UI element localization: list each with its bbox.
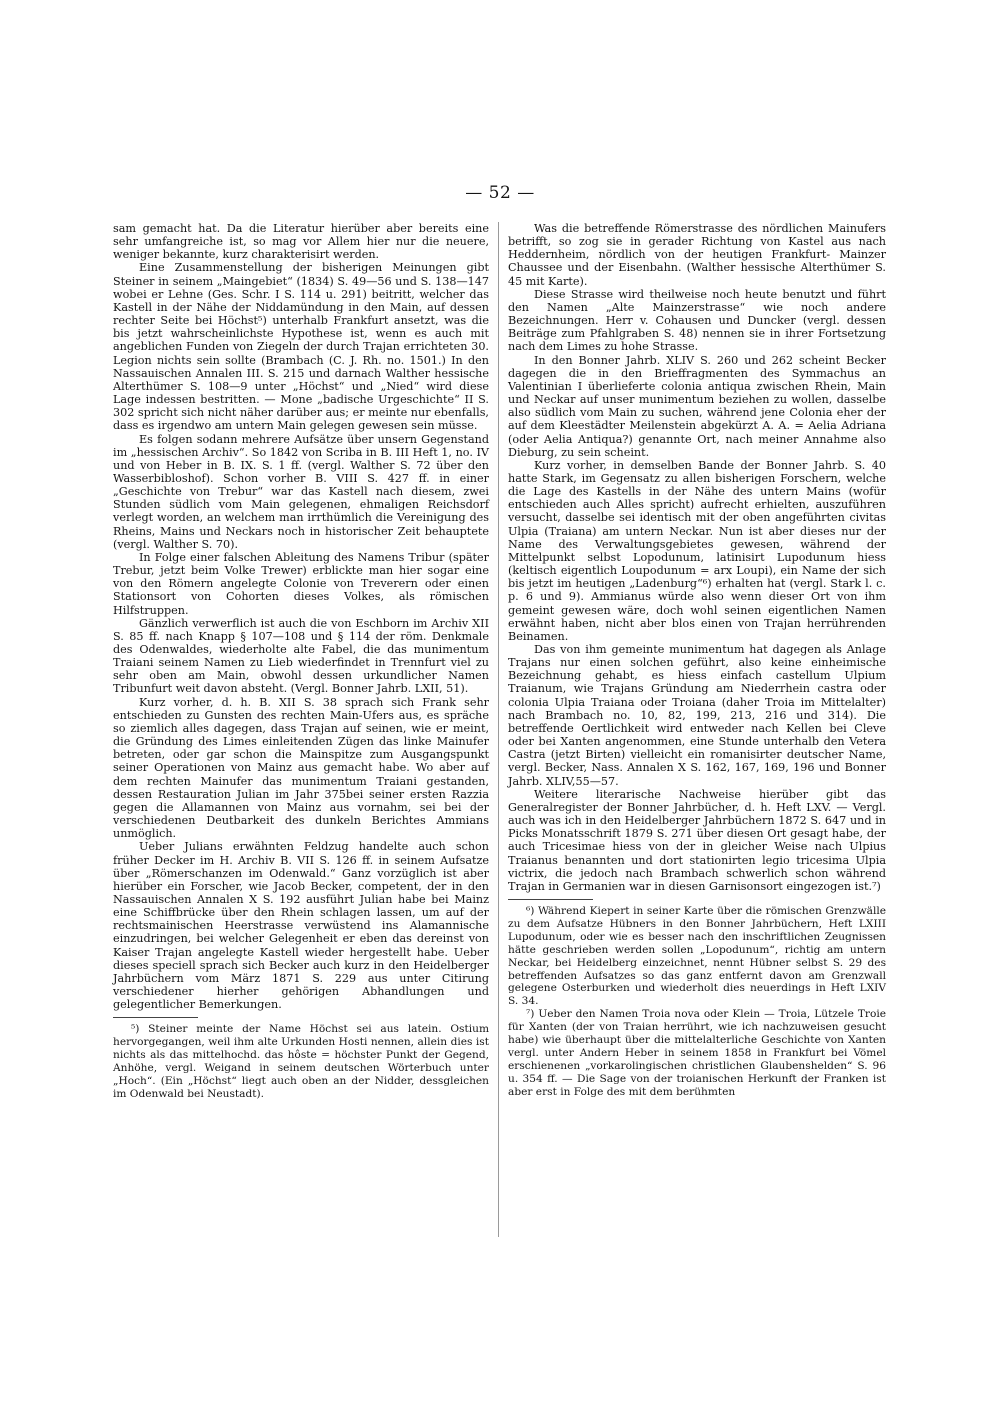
paragraph: Was die betreffende Römerstrasse des nördlichen Mainufers betrifft, so zog sie in gerader Richtung von Kastel aus nach Heddernheim, nördlich von der heutigen Frankfurt- Mainzer Chaussee und der Eisenbahn. (Walther hessische Alterthümer S. 45 mit Karte). [508,222,886,288]
paragraph: Weitere literarische Nachweise hierüber gibt das Generalregister der Bonner Jahrbücher, d. h. Heft LXV. — Vergl. auch was ich in den Heidelberger Jahrbüchern 1872 S. 647 und in Picks Monatsschrift 1879 S. 271 über diesen Ort gesagt habe, der auch Tricesimae hiess von der in gleicher Weise nach Ulpius Traianus benannten und dort stationirten legio tricesima Ulpia victrix, die jedoch nach Brambach schwerlich schon während Trajan in Germanien war in diesen Garnisonsort eingezogen ist.⁷) [508,787,886,893]
column-divider [498,222,499,1237]
footnote: ⁵) Steiner meinte der Name Höchst sei aus latein. Ostium hervorgegangen, weil ihm alte Urkunden Hosti nennen, allein dies ist nichts als das mittelhochd. das hôste = höchster Punkt der Gegend, Anhöhe, vergl. Weigand in seinem deutschen Wörterbuch unter „Hoch“. (Ein „Höchst“ liegt auch oben an der Nidder, dessgleichen im Odenwald bei Neustadt). [113,1023,489,1100]
footnote: ⁶) Während Kiepert in seiner Karte über die römischen Grenzwälle zu dem Aufsatze Hübners in den Bonner Jahrbüchern, Heft LXIII Lupodunum, oder wie es besser nach den inschriftlichen Zeugnissen hätte geschrieben werden sollen „Lopodunum“, richtig am untern Neckar, bei Heidelberg einzeichnet, nennt Hübner selbst S. 29 des betreffenden Aufsatzes so das ganz entfernt davon am Grenzwall gelegene Osterburken und wiederholt dies neuerdings in Heft LXIV S. 34. [508,904,886,1008]
paragraph: Ueber Julians erwähnten Feldzug handelte auch schon früher Decker im H. Archiv B. VII S. 126 ff. in seinem Aufsatze über „Römerschanzen im Odenwald.“ Ganz vorzüglich ist aber hierüber ein Forscher, wie Jacob Becker, competent, der in den Nassauischen Annalen X S. 192 ausführt Julian habe bei Mainz eine Schiffbrücke über den Rhein schlagen lassen, um auf der rechtsmainischen Heerstrasse verwüstend ins Alamannische einzudringen, bei welcher Gelegenheit er eben das dereinst von Kaiser Trajan angelegte Kastell wieder hergestellt habe. Ueber dieses speciell sprach sich Becker auch kurz in den Heidelberger Jahrbüchern vom März 1871 S. 229 aus unter Citirung verschiedener hierher gehörigen Abhandlungen und gelegentlicher Bemerkungen. [113,840,489,1012]
left-column [113,222,489,1101]
page-number: — 52 — [465,183,535,203]
paragraph: Diese Strasse wird theilweise noch heute benutzt und führt den Namen „Alte Mainzerstrasse“ wie noch andere Bezeichnungen. Herr v. Cohausen und Duncker (vergl. dessen Beiträge zum Pfahlgraben S. 48) nennen sie in ihrer Fortsetzung nach dem Limes zu hohe Strasse. [508,287,886,354]
paragraph: Kurz vorher, in demselben Bande der Bonner Jahrb. S. 40 hatte Stark, im Gegensatz zu allen bisherigen Forschern, welche die Lage des Kastells in der Nähe des untern Mains (wofür entschieden auch Alles spricht) aufrecht erhielten, auszuführen versucht, dasselbe sei identisch mit der oben angeführten civitas Ulpia (Traiana) am untern Neckar. Nun ist aber dieses nur der Name des Verwaltungsgebietes gewesen, während der Mittelpunkt selbst Lopodunum, latinisirt Lupodunum hiess (keltisch eigentlich Loupodunum = arx Loupi), ein Name der sich bis jetzt im heutigen „Ladenburg“⁶) erhalten hat (vergl. Stark l. c. p. 6 und 9). Ammianus würde also wenn dieser Ort von ihm gemeint gewesen wäre, doch wohl seinen eigentlichen Namen erwähnt haben, nicht aber blos einen von Trajan herrührenden Beinamen. [508,458,886,643]
footnote-divider [508,899,593,900]
paragraph: Gänzlich verwerflich ist auch die von Eschborn im Archiv XII S. 85 ff. nach Knapp § 107—108 und § 114 der röm. Denkmale des Odenwaldes, wiederholte alte Fabel, die das munimentum Traiani seinem Namen zu Lieb wiederfindet in Trennfurt viel zu sehr oben am Main, obwohl dessen urkundlicher Namen Tribunfurt weit davon absteht. (Vergl. Bonner Jahrb. LXII, 51). [113,616,489,696]
paragraph: In Folge einer falschen Ableitung des Namens Tribur (später Trebur, jetzt beim Volke Trewer) erblickte man hier sogar eine von den Römern angelegte Colonie von Treverern oder einen Stationsort von Cohorten dieses Volkes, als römischen Hilfstruppen. [113,550,489,617]
paragraph: sam gemacht hat. Da die Literatur hierüber aber bereits eine sehr umfangreiche ist, so mag vor Allem hier nur die neuere, weniger bekannte, kurz charakterisirt werden. [113,222,489,262]
paragraph: Das von ihm gemeinte munimentum hat dagegen als Anlage Trajans nur einen solchen geführt, also keine einheimische Bezeichnung gehabt, es hiess einfach castellum Ulpium Traianum, wie Trajans Gründung am Niederrhein castra oder colonia Ulpia Traiana oder Troiana (daher Troia im Mittelalter) nach Brambach no. 10, 82, 199, 213, 216 und 314). Die betreffende Oertlichkeit wird entweder nach Kellen bei Cleve oder bei Xanten angenommen, eine Stunde unterhalb den Vetera Castra (jetzt Birten) vielleicht ein romanisirter deutscher Name, vergl. Becker, Nass. Annalen X S. 162, 167, 169, 196 und Bonner Jahrb. XLIV,55—57. [508,643,886,788]
paragraph: Kurz vorher, d. h. B. XII S. 38 sprach sich Frank sehr entschieden zu Gunsten des rechten Main-Ufers aus, es spräche so ziemlich alles dagegen, dass Trajan auf seinen, wie er meint, die Gründung des Limes einleitenden Zügen das linke Mainufer betreten, oder gar schon die Mainspitze zum Ausgangspunkt seiner Operationen von Mainz aus gemacht habe. Wo aber auf dem rechten Mainufer das munimentum Traiani gestanden, dessen Restauration Julian im Jahr 375bei seiner ersten Razzia gegen die Allamannen von Mainz aus vornahm, sei bei der verschiedenen Deutbarkeit des dunkeln Berichtes Ammians unmöglich. [113,695,489,841]
footnote-divider [113,1017,198,1018]
paragraph: Es folgen sodann mehrere Aufsätze über unsern Gegenstand im „hessischen Archiv“. So 1842 von Scriba in B. III Heft 1, no. IV und von Heber in B. IX. S. 1 ff. (vergl. Walther S. 72 über den Wasserbibloshof). Schon vorher B. VIII S. 427 ff. in einer „Geschichte von Trebur“ war das Kastell nach diesem, zwei Stunden südlich vom Main gelegenen, ehmaligen Reichsdorf verlegt worden, an welchem man irrthümlich die Vereinigung des Rheins, Mains und Neckars noch in historischer Zeit behauptete (vergl. Walther S. 70). [113,432,489,551]
right-column [508,222,886,1099]
paragraph: In den Bonner Jahrb. XLIV S. 260 und 262 scheint Becker dagegen die in den Brieffragmenten des Symmachus an Valentinian I überlieferte colonia antiqua zwischen Rhein, Main und Neckar auf unser munimentum beziehen zu wollen, dasselbe also südlich vom Main zu suchen, während jene Colonia eher der auf dem Kleestädter Meilenstein abgekürzt A. A. = Aelia Adriana (oder Aelia Antiqua?) genannte Ort, nach meiner Annahme also Dieburg, zu sein scheint. [508,353,886,459]
footnote: ⁷) Ueber den Namen Troia nova oder Klein — Troia, Lützele Troie für Xanten (der von Traian herrührt, wie ich nachzuweisen gesucht habe) wie überhaupt über die mittelalterliche Geschichte von Xanten vergl. unter Andern Heber in seinem 1858 in Frankfurt bei Vömel erschienenen „vorkarolingischen christlichen Glaubenshelden“ S. 96 u. 354 ff. — Die Sage von der troianischen Herkunft der Franken ist aber erst in Folge des mit dem berühmten [508,1008,886,1098]
paragraph: Eine Zusammenstellung der bisherigen Meinungen gibt Steiner in seinem „Maingebiet“ (1834) S. 49—56 und S. 138—147 wobei er Lehne (Ges. Schr. I S. 114 u. 291) beitritt, welcher das Kastell in der Nähe der Niddamündung in den Main, auf dessen rechter Seite bei Höchst⁵) unterhalb Frankfurt ansetzt, was die bis jetzt wahrscheinlichste Hypothese ist, wenn es auch mit angeblichen Funden von Ziegeln der durch Trajan errichteten 30. Legion nichts sein sollte (Brambach (C. J. Rh. no. 1501.) In den Nassauischen Annalen III. S. 215 und darnach Walther hessische Alterthümer S. 108—9 unter „Höchst“ und „Nied“ wird diese Lage indessen bestritten. — Mone „badische Urgeschichte“ II S. 302 spricht sich nicht näher darüber aus; er meinte nur ebenfalls, dass es irgendwo am untern Main gelegen gewesen sein müsse. [113,261,489,433]
